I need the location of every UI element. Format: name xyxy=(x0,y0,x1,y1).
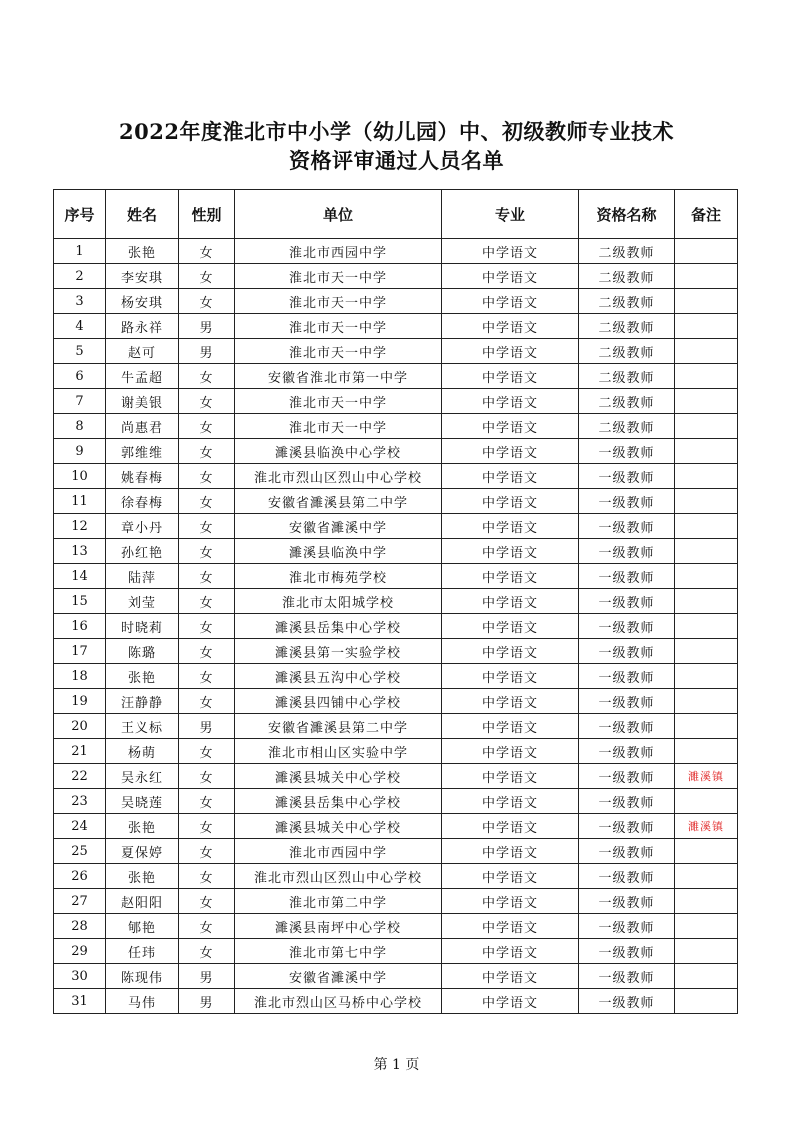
cell-name: 张艳 xyxy=(106,814,179,839)
cell-name: 郇艳 xyxy=(106,914,179,939)
cell-major: 中学语文 xyxy=(442,814,579,839)
cell-unit: 淮北市天一中学 xyxy=(235,264,442,289)
cell-qualification: 一级教师 xyxy=(579,789,675,814)
cell-remarks xyxy=(675,714,738,739)
cell-qualification: 一级教师 xyxy=(579,939,675,964)
cell-gender: 女 xyxy=(179,914,235,939)
cell-gender: 女 xyxy=(179,439,235,464)
column-header-remarks: 备注 xyxy=(675,190,738,239)
cell-index: 18 xyxy=(54,664,106,689)
cell-remarks xyxy=(675,364,738,389)
cell-remarks xyxy=(675,839,738,864)
cell-index: 17 xyxy=(54,639,106,664)
cell-index: 14 xyxy=(54,564,106,589)
cell-qualification: 一级教师 xyxy=(579,514,675,539)
cell-major: 中学语文 xyxy=(442,939,579,964)
cell-major: 中学语文 xyxy=(442,264,579,289)
table-row xyxy=(54,739,738,764)
cell-name: 马伟 xyxy=(106,989,179,1014)
cell-major: 中学语文 xyxy=(442,439,579,464)
cell-major: 中学语文 xyxy=(442,239,579,264)
cell-gender: 女 xyxy=(179,239,235,264)
cell-index: 29 xyxy=(54,939,106,964)
cell-unit: 濉溪县四铺中心学校 xyxy=(235,689,442,714)
table-row xyxy=(54,839,738,864)
cell-major: 中学语文 xyxy=(442,514,579,539)
table-row xyxy=(54,364,738,389)
cell-remarks xyxy=(675,939,738,964)
cell-index: 28 xyxy=(54,914,106,939)
cell-unit: 淮北市天一中学 xyxy=(235,389,442,414)
cell-unit: 濉溪县城关中心学校 xyxy=(235,764,442,789)
table-body xyxy=(54,239,738,1014)
cell-index: 24 xyxy=(54,814,106,839)
cell-remarks xyxy=(675,289,738,314)
table-row xyxy=(54,539,738,564)
cell-unit: 淮北市第七中学 xyxy=(235,939,442,964)
personnel-table xyxy=(53,189,738,1014)
cell-remarks xyxy=(675,914,738,939)
cell-unit: 淮北市天一中学 xyxy=(235,289,442,314)
table-row xyxy=(54,814,738,839)
cell-unit: 淮北市太阳城学校 xyxy=(235,589,442,614)
cell-qualification: 一级教师 xyxy=(579,664,675,689)
cell-name: 吴永红 xyxy=(106,764,179,789)
cell-gender: 女 xyxy=(179,589,235,614)
table-row xyxy=(54,714,738,739)
cell-index: 7 xyxy=(54,389,106,414)
cell-qualification: 一级教师 xyxy=(579,639,675,664)
cell-name: 张艳 xyxy=(106,864,179,889)
cell-index: 1 xyxy=(54,239,106,264)
cell-unit: 淮北市梅苑学校 xyxy=(235,564,442,589)
cell-index: 30 xyxy=(54,964,106,989)
table-row xyxy=(54,514,738,539)
cell-gender: 女 xyxy=(179,289,235,314)
table-row xyxy=(54,689,738,714)
cell-gender: 女 xyxy=(179,414,235,439)
cell-major: 中学语文 xyxy=(442,314,579,339)
document-title-line2: 资格评审通过人员名单 xyxy=(289,148,504,173)
cell-name: 张艳 xyxy=(106,239,179,264)
cell-unit: 淮北市天一中学 xyxy=(235,339,442,364)
cell-qualification: 一级教师 xyxy=(579,489,675,514)
cell-name: 陈璐 xyxy=(106,639,179,664)
cell-index: 4 xyxy=(54,314,106,339)
cell-major: 中学语文 xyxy=(442,589,579,614)
cell-major: 中学语文 xyxy=(442,339,579,364)
table-row xyxy=(54,489,738,514)
cell-name: 王义标 xyxy=(106,714,179,739)
cell-unit: 安徽省濉溪中学 xyxy=(235,514,442,539)
table-row xyxy=(54,439,738,464)
cell-remarks xyxy=(675,639,738,664)
table-row xyxy=(54,589,738,614)
column-header-name: 姓名 xyxy=(106,190,179,239)
cell-gender: 女 xyxy=(179,639,235,664)
cell-unit: 濉溪县南坪中心学校 xyxy=(235,914,442,939)
cell-unit: 淮北市烈山区烈山中心学校 xyxy=(235,864,442,889)
cell-index: 31 xyxy=(54,989,106,1014)
cell-name: 杨安琪 xyxy=(106,289,179,314)
cell-name: 徐春梅 xyxy=(106,489,179,514)
cell-unit: 淮北市相山区实验中学 xyxy=(235,739,442,764)
cell-gender: 女 xyxy=(179,789,235,814)
cell-remarks xyxy=(675,439,738,464)
cell-remarks xyxy=(675,789,738,814)
cell-major: 中学语文 xyxy=(442,539,579,564)
cell-gender: 女 xyxy=(179,739,235,764)
cell-unit: 安徽省濉溪中学 xyxy=(235,964,442,989)
cell-unit: 濉溪县五沟中心学校 xyxy=(235,664,442,689)
cell-major: 中学语文 xyxy=(442,789,579,814)
table-row xyxy=(54,464,738,489)
cell-gender: 女 xyxy=(179,839,235,864)
cell-unit: 濉溪县城关中心学校 xyxy=(235,814,442,839)
cell-index: 16 xyxy=(54,614,106,639)
table-row xyxy=(54,314,738,339)
cell-remarks xyxy=(675,239,738,264)
cell-name: 陈现伟 xyxy=(106,964,179,989)
cell-index: 5 xyxy=(54,339,106,364)
cell-gender: 男 xyxy=(179,314,235,339)
cell-unit: 安徽省淮北市第一中学 xyxy=(235,364,442,389)
cell-major: 中学语文 xyxy=(442,739,579,764)
cell-index: 19 xyxy=(54,689,106,714)
cell-remarks xyxy=(675,989,738,1014)
cell-index: 27 xyxy=(54,889,106,914)
cell-index: 20 xyxy=(54,714,106,739)
cell-name: 孙红艳 xyxy=(106,539,179,564)
cell-unit: 淮北市烈山区马桥中心学校 xyxy=(235,989,442,1014)
cell-remarks xyxy=(675,264,738,289)
cell-name: 吴晓莲 xyxy=(106,789,179,814)
cell-unit: 安徽省濉溪县第二中学 xyxy=(235,489,442,514)
cell-qualification: 二级教师 xyxy=(579,239,675,264)
cell-qualification: 一级教师 xyxy=(579,714,675,739)
cell-name: 时晓莉 xyxy=(106,614,179,639)
table-row xyxy=(54,389,738,414)
cell-gender: 女 xyxy=(179,514,235,539)
cell-major: 中学语文 xyxy=(442,689,579,714)
cell-unit: 濉溪县临涣中学 xyxy=(235,539,442,564)
cell-major: 中学语文 xyxy=(442,464,579,489)
cell-index: 22 xyxy=(54,764,106,789)
cell-qualification: 一级教师 xyxy=(579,739,675,764)
cell-index: 8 xyxy=(54,414,106,439)
cell-gender: 女 xyxy=(179,814,235,839)
cell-major: 中学语文 xyxy=(442,389,579,414)
cell-remarks xyxy=(675,414,738,439)
cell-name: 陆萍 xyxy=(106,564,179,589)
cell-index: 2 xyxy=(54,264,106,289)
table-row xyxy=(54,264,738,289)
cell-qualification: 一级教师 xyxy=(579,839,675,864)
cell-index: 11 xyxy=(54,489,106,514)
cell-unit: 濉溪县岳集中心学校 xyxy=(235,789,442,814)
cell-qualification: 一级教师 xyxy=(579,864,675,889)
cell-name: 杨萌 xyxy=(106,739,179,764)
cell-gender: 女 xyxy=(179,764,235,789)
cell-unit: 淮北市西园中学 xyxy=(235,239,442,264)
cell-remarks xyxy=(675,489,738,514)
cell-remarks: 濉溪镇 xyxy=(675,814,738,839)
cell-gender: 女 xyxy=(179,264,235,289)
cell-remarks xyxy=(675,614,738,639)
cell-unit: 淮北市第二中学 xyxy=(235,889,442,914)
cell-name: 姚春梅 xyxy=(106,464,179,489)
cell-qualification: 二级教师 xyxy=(579,314,675,339)
cell-major: 中学语文 xyxy=(442,414,579,439)
table-row xyxy=(54,864,738,889)
cell-remarks xyxy=(675,314,738,339)
cell-major: 中学语文 xyxy=(442,289,579,314)
cell-qualification: 一级教师 xyxy=(579,914,675,939)
cell-remarks xyxy=(675,889,738,914)
cell-qualification: 一级教师 xyxy=(579,989,675,1014)
cell-index: 3 xyxy=(54,289,106,314)
cell-qualification: 一级教师 xyxy=(579,764,675,789)
table-row xyxy=(54,789,738,814)
table-row xyxy=(54,989,738,1014)
table-row xyxy=(54,889,738,914)
cell-major: 中学语文 xyxy=(442,714,579,739)
cell-unit: 濉溪县第一实验学校 xyxy=(235,639,442,664)
table-row xyxy=(54,939,738,964)
table-row xyxy=(54,289,738,314)
cell-qualification: 二级教师 xyxy=(579,389,675,414)
cell-major: 中学语文 xyxy=(442,614,579,639)
cell-name: 尚惠君 xyxy=(106,414,179,439)
cell-remarks xyxy=(675,864,738,889)
cell-major: 中学语文 xyxy=(442,989,579,1014)
cell-gender: 男 xyxy=(179,989,235,1014)
cell-unit: 安徽省濉溪县第二中学 xyxy=(235,714,442,739)
cell-name: 章小丹 xyxy=(106,514,179,539)
cell-name: 牛孟超 xyxy=(106,364,179,389)
cell-qualification: 一级教师 xyxy=(579,464,675,489)
cell-major: 中学语文 xyxy=(442,489,579,514)
cell-index: 12 xyxy=(54,514,106,539)
cell-unit: 淮北市西园中学 xyxy=(235,839,442,864)
page-number: 第 1 页 xyxy=(373,1057,420,1073)
table-row xyxy=(54,414,738,439)
cell-gender: 女 xyxy=(179,564,235,589)
cell-unit: 淮北市天一中学 xyxy=(235,314,442,339)
table-header-row xyxy=(54,190,738,239)
cell-index: 9 xyxy=(54,439,106,464)
table-row xyxy=(54,914,738,939)
cell-qualification: 二级教师 xyxy=(579,264,675,289)
column-header-gender: 性别 xyxy=(179,190,235,239)
cell-remarks xyxy=(675,589,738,614)
cell-remarks xyxy=(675,514,738,539)
table-row xyxy=(54,614,738,639)
cell-major: 中学语文 xyxy=(442,364,579,389)
cell-remarks xyxy=(675,739,738,764)
cell-unit: 淮北市天一中学 xyxy=(235,414,442,439)
cell-remarks xyxy=(675,389,738,414)
cell-gender: 男 xyxy=(179,964,235,989)
cell-major: 中学语文 xyxy=(442,864,579,889)
cell-name: 谢美银 xyxy=(106,389,179,414)
cell-index: 13 xyxy=(54,539,106,564)
cell-index: 23 xyxy=(54,789,106,814)
cell-major: 中学语文 xyxy=(442,564,579,589)
cell-major: 中学语文 xyxy=(442,639,579,664)
cell-major: 中学语文 xyxy=(442,889,579,914)
cell-name: 任玮 xyxy=(106,939,179,964)
cell-gender: 女 xyxy=(179,364,235,389)
table-row xyxy=(54,964,738,989)
cell-index: 15 xyxy=(54,589,106,614)
cell-index: 21 xyxy=(54,739,106,764)
cell-index: 6 xyxy=(54,364,106,389)
cell-remarks xyxy=(675,464,738,489)
cell-name: 李安琪 xyxy=(106,264,179,289)
cell-major: 中学语文 xyxy=(442,664,579,689)
cell-major: 中学语文 xyxy=(442,914,579,939)
cell-name: 汪静静 xyxy=(106,689,179,714)
cell-gender: 女 xyxy=(179,664,235,689)
cell-gender: 男 xyxy=(179,714,235,739)
cell-gender: 女 xyxy=(179,689,235,714)
cell-gender: 女 xyxy=(179,864,235,889)
cell-major: 中学语文 xyxy=(442,839,579,864)
cell-remarks xyxy=(675,339,738,364)
cell-gender: 女 xyxy=(179,464,235,489)
cell-remarks xyxy=(675,539,738,564)
cell-qualification: 一级教师 xyxy=(579,539,675,564)
cell-gender: 女 xyxy=(179,889,235,914)
table-row xyxy=(54,564,738,589)
cell-major: 中学语文 xyxy=(442,964,579,989)
cell-gender: 女 xyxy=(179,489,235,514)
cell-qualification: 二级教师 xyxy=(579,364,675,389)
cell-remarks: 濉溪镇 xyxy=(675,764,738,789)
cell-gender: 女 xyxy=(179,939,235,964)
cell-name: 张艳 xyxy=(106,664,179,689)
cell-name: 赵阳阳 xyxy=(106,889,179,914)
cell-unit: 淮北市烈山区烈山中心学校 xyxy=(235,464,442,489)
cell-major: 中学语文 xyxy=(442,764,579,789)
cell-name: 夏保婷 xyxy=(106,839,179,864)
column-header-unit: 单位 xyxy=(235,190,442,239)
cell-gender: 女 xyxy=(179,389,235,414)
cell-name: 路永祥 xyxy=(106,314,179,339)
cell-remarks xyxy=(675,564,738,589)
cell-qualification: 一级教师 xyxy=(579,689,675,714)
table-row xyxy=(54,764,738,789)
cell-remarks xyxy=(675,689,738,714)
column-header-qualification: 资格名称 xyxy=(579,190,675,239)
cell-index: 26 xyxy=(54,864,106,889)
cell-name: 刘莹 xyxy=(106,589,179,614)
cell-qualification: 一级教师 xyxy=(579,614,675,639)
cell-qualification: 二级教师 xyxy=(579,414,675,439)
cell-gender: 女 xyxy=(179,539,235,564)
cell-qualification: 二级教师 xyxy=(579,289,675,314)
column-header-major: 专业 xyxy=(442,190,579,239)
cell-gender: 男 xyxy=(179,339,235,364)
table-row xyxy=(54,639,738,664)
cell-qualification: 一级教师 xyxy=(579,564,675,589)
cell-remarks xyxy=(675,964,738,989)
cell-unit: 濉溪县岳集中心学校 xyxy=(235,614,442,639)
cell-qualification: 一级教师 xyxy=(579,814,675,839)
cell-gender: 女 xyxy=(179,614,235,639)
cell-qualification: 二级教师 xyxy=(579,339,675,364)
cell-qualification: 一级教师 xyxy=(579,589,675,614)
cell-qualification: 一级教师 xyxy=(579,889,675,914)
cell-name: 赵可 xyxy=(106,339,179,364)
cell-remarks xyxy=(675,664,738,689)
cell-unit: 濉溪县临涣中心学校 xyxy=(235,439,442,464)
column-header-index: 序号 xyxy=(54,190,106,239)
table-row xyxy=(54,239,738,264)
cell-index: 25 xyxy=(54,839,106,864)
table-row xyxy=(54,664,738,689)
cell-index: 10 xyxy=(54,464,106,489)
cell-name: 郭维维 xyxy=(106,439,179,464)
table-row xyxy=(54,339,738,364)
cell-qualification: 一级教师 xyxy=(579,964,675,989)
document-title-line1: 2022年度淮北市中小学（幼儿园）中、初级教师专业技术 xyxy=(119,119,674,144)
cell-qualification: 一级教师 xyxy=(579,439,675,464)
